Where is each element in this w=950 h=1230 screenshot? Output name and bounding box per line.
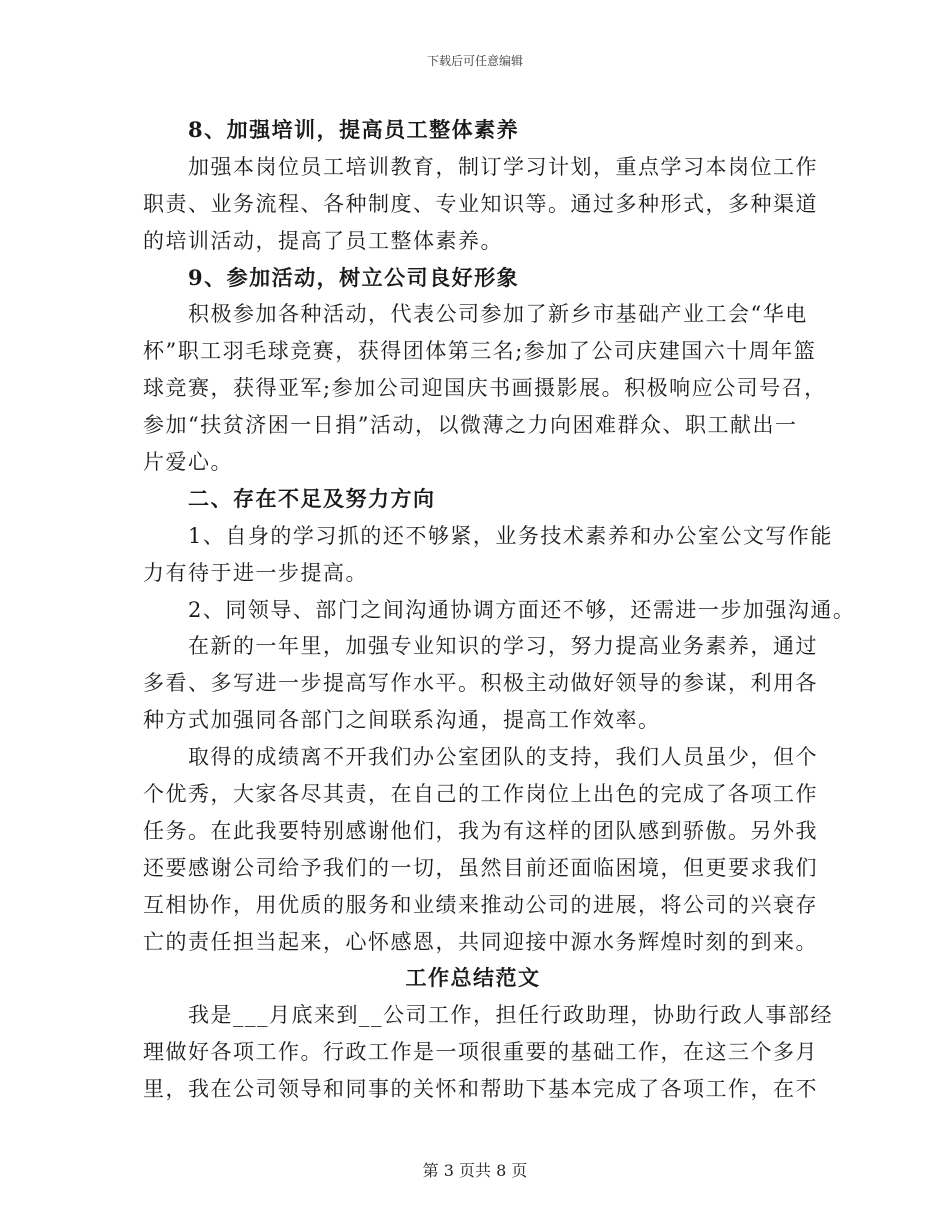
paragraph-line: 2、同领导、部门之间沟通协调方面还不够，还需进一步加强沟通。 bbox=[188, 597, 856, 622]
page-header-note: 下载后可任意编辑 bbox=[426, 54, 523, 68]
document-body bbox=[143, 112, 856, 1108]
section-heading-shortcomings: 二、存在不足及努力方向 bbox=[188, 485, 436, 511]
paragraph-line: 任务。在此我要特别感谢他们，我为有这样的团队感到骄傲。另外我 bbox=[143, 818, 818, 843]
paragraph-line: 互相协作，用优质的服务和业绩来推动公司的进展，将公司的兴衰存 bbox=[143, 892, 818, 917]
paragraph-line: 里，我在公司领导和同事的关怀和帮助下基本完成了各项工作，在不 bbox=[143, 1077, 818, 1102]
paragraph-line: 种方式加强同各部门之间联系沟通，提高工作效率。 bbox=[143, 708, 661, 733]
paragraph-line: 加强本岗位员工培训教育，制订学习计划，重点学习本岗位工作 bbox=[188, 154, 818, 179]
paragraph-line: 片爱心。 bbox=[143, 450, 233, 475]
paragraph-line: 理做好各项工作。行政工作是一项很重要的基础工作，在这三个多月 bbox=[143, 1040, 818, 1065]
section-heading-activities: 9、参加活动，树立公司良好形象 bbox=[188, 264, 520, 290]
document-title: 工作总结范文 bbox=[405, 965, 541, 991]
paragraph-line: 参加“扶贫济困一日捐”活动，以微薄之力向困难群众、职工献出一 bbox=[143, 413, 798, 438]
paragraph-line: 球竞赛，获得亚军;参加公司迎国庆书画摄影展。积极响应公司号召， bbox=[143, 376, 827, 401]
paragraph-line: 我是___月底来到__公司工作，担任行政助理，协助行政人事部经 bbox=[188, 1003, 833, 1028]
page-number-footer: 第 3 页共 8 页 bbox=[422, 1161, 528, 1180]
paragraph-line: 杯”职工羽毛球竞赛，获得团体第三名;参加了公司庆建国六十周年篮 bbox=[143, 339, 817, 364]
paragraph-line: 力有待于进一步提高。 bbox=[143, 560, 368, 585]
paragraph-line: 积极参加各种活动，代表公司参加了新乡市基础产业工会“华电 bbox=[188, 302, 808, 327]
section-heading-training: 8、加强培训，提高员工整体素养 bbox=[188, 117, 520, 142]
paragraph-line: 个优秀，大家各尽其责，在自己的工作岗位上出色的完成了各项工作 bbox=[143, 782, 818, 807]
paragraph-line: 还要感谢公司给予我们的一切，虽然目前还面临困境，但更要求我们 bbox=[143, 855, 818, 880]
paragraph-line: 1、自身的学习抓的还不够紧，业务技术素养和办公室公文写作能 bbox=[188, 523, 833, 548]
paragraph-line: 取得的成绩离不开我们办公室团队的支持，我们人员虽少，但个 bbox=[188, 745, 818, 770]
paragraph-line: 亡的责任担当起来，心怀感恩，共同迎接中源水务辉煌时刻的到来。 bbox=[143, 929, 818, 954]
paragraph-line: 的培训活动，提高了员工整体素养。 bbox=[143, 228, 503, 253]
paragraph-line: 职责、业务流程、各种制度、专业知识等。通过多种形式，多种渠道 bbox=[143, 191, 818, 216]
paragraph-line: 在新的一年里，加强专业知识的学习，努力提高业务素养，通过 bbox=[188, 634, 818, 659]
paragraph-line: 多看、多写进一步提高写作水平。积极主动做好领导的参谋，利用各 bbox=[143, 671, 818, 696]
